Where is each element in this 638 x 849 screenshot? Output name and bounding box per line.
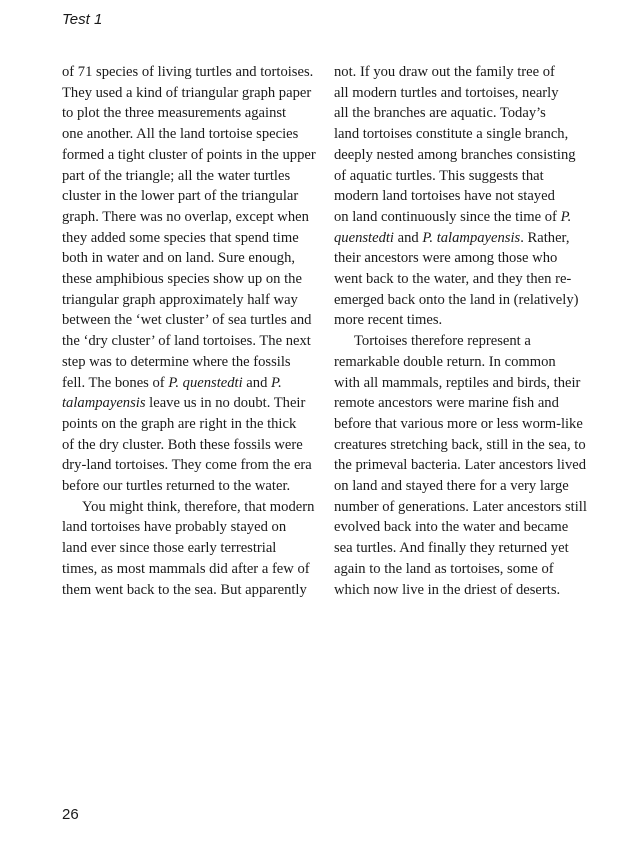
text-line: the primeval bacteria. Later ancestors lived [334, 457, 587, 474]
right-text-column [334, 62, 610, 600]
text-line: sea turtles. And finally they returned yet [334, 540, 569, 557]
text-line: of 71 species of living turtles and tortoises. [62, 64, 314, 80]
left-text-column [62, 62, 330, 600]
text-line: land ever since those early terrestrial [62, 540, 277, 557]
species-name: P. [560, 208, 572, 225]
text-line: to plot the three measurements against [62, 105, 287, 122]
text-line: before our turtles returned to the water. [62, 478, 291, 495]
text-line: them went back to the sea. But apparently [62, 581, 307, 598]
text-line: on land and stayed there for a very large [334, 478, 569, 495]
page-header: Test 1 [62, 11, 103, 28]
text-line: emerged back onto the land in (relatively) [334, 291, 579, 308]
paragraph-start-line: Tortoises therefore represent a [354, 333, 531, 350]
page-number: 26 [62, 806, 79, 823]
text-line: part of the triangle; all the water turtles [62, 167, 291, 184]
paragraph-start-line: You might think, therefore, that modern [82, 498, 315, 515]
text-line: evolved back into the water and became [334, 519, 569, 536]
text-line: talampayensis leave us in no doubt. Their [62, 395, 306, 412]
text-line: land tortoises constitute a single branch, [334, 126, 569, 143]
text-line: of the dry cluster. Both these fossils were [62, 436, 303, 453]
text-line: fell. The bones of P. quenstedti and P. [62, 374, 282, 391]
species-name: quenstedti [334, 229, 394, 246]
species-name: talampayensis [62, 395, 146, 412]
text-line: quenstedti and P. talampayensis. Rather, [334, 229, 570, 246]
text-line: of aquatic turtles. This suggests that [334, 167, 544, 184]
text-line: modern land tortoises have not stayed [334, 188, 555, 205]
text-line: deeply nested among branches consisting [334, 146, 576, 163]
species-name: P. [271, 374, 282, 391]
text-line: not. If you draw out the family tree of [334, 64, 555, 80]
text-line: points on the graph are right in the thick [62, 415, 297, 432]
text-line: they added some species that spend time [62, 229, 299, 246]
text-line: more recent times. [334, 312, 443, 329]
text-line: formed a tight cluster of points in the upper [62, 146, 316, 163]
text-line: between the ‘wet cluster’ of sea turtles and [62, 312, 312, 329]
text-line: triangular graph approximately half way [62, 291, 298, 308]
text-line: graph. There was no overlap, except when [62, 208, 309, 225]
text-line: which now live in the driest of deserts. [334, 581, 561, 598]
text-line: dry-land tortoises. They come from the era [62, 457, 312, 474]
text-line: cluster in the lower part of the triangular [62, 188, 299, 205]
species-name: P. talampayensis [422, 229, 521, 246]
text-line: all the branches are aquatic. Today’s [334, 105, 546, 122]
text-line: the ‘dry cluster’ of land tortoises. The next [62, 333, 311, 350]
text-line: remote ancestors were marine fish and [334, 395, 559, 412]
text-line: remarkable double return. In common [334, 353, 556, 370]
text-line: with all mammals, reptiles and birds, their [334, 374, 581, 391]
text-line: again to the land as tortoises, some of [334, 560, 554, 577]
text-line: number of generations. Later ancestors still [334, 498, 587, 515]
text-line: all modern turtles and tortoises, nearly [334, 84, 559, 101]
text-line: one another. All the land tortoise species [62, 126, 299, 143]
text-line: creatures stretching back, still in the sea, to [334, 436, 586, 453]
text-line: these amphibious species show up on the [62, 271, 302, 288]
text-line: both in water and on land. Sure enough, [62, 250, 296, 267]
text-line: times, as most mammals did after a few of [62, 560, 310, 577]
text-line: step was to determine where the fossils [62, 353, 291, 370]
text-line: land tortoises have probably stayed on [62, 519, 287, 536]
text-line: on land continuously since the time of P. [334, 208, 572, 225]
text-line: They used a kind of triangular graph paper [62, 84, 312, 101]
species-name: P. quenstedti [168, 374, 243, 391]
text-line: their ancestors were among those who [334, 250, 558, 267]
text-line: went back to the water, and they then re- [334, 271, 572, 288]
text-line: before that various more or less worm-like [334, 415, 583, 432]
